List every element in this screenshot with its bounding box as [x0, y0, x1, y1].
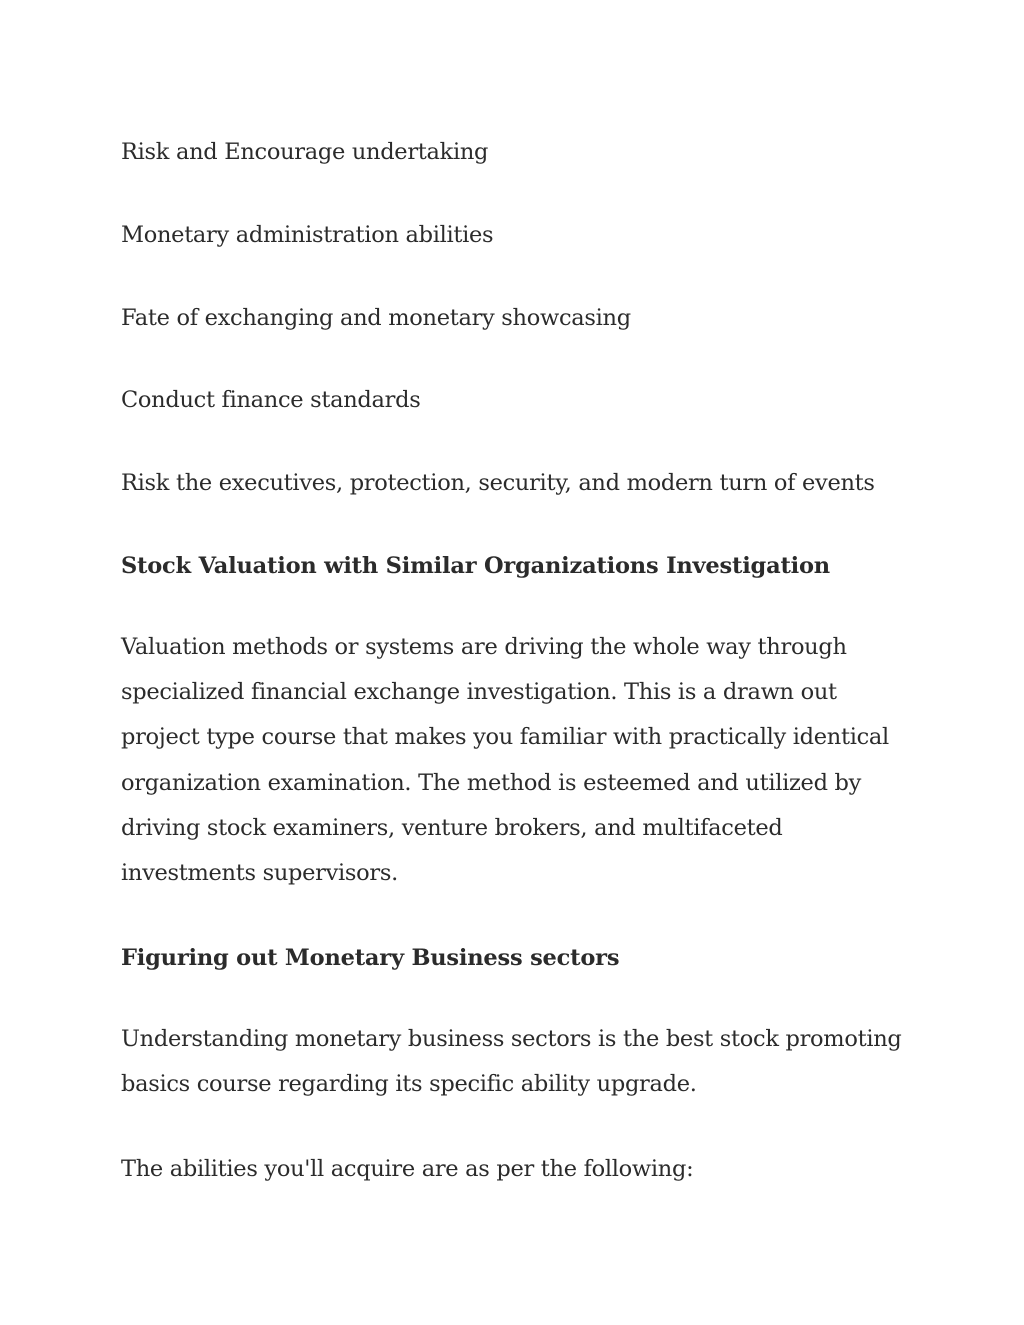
paragraph-line: project type course that makes you familiar with practically identical: [121, 724, 889, 751]
section-paragraph-monetary-sectors: [121, 1017, 911, 1107]
paragraph-line: organization examination. The method is esteemed and utilized by: [121, 769, 862, 796]
list-item: Monetary administration abilities: [121, 222, 494, 248]
paragraph-line: basics course regarding its specific ability upgrade.: [121, 1071, 697, 1098]
section-heading-stock-valuation: Stock Valuation with Similar Organizations Investigation: [121, 553, 830, 579]
paragraph-line: investments supervisors.: [121, 860, 398, 887]
closing-line: The abilities you'll acquire are as per the following:: [121, 1156, 694, 1182]
paragraph-line: Valuation methods or systems are driving the whole way through: [121, 634, 847, 660]
section-heading-monetary-sectors: Figuring out Monetary Business sectors: [121, 945, 620, 971]
list-item: Fate of exchanging and monetary showcasing: [121, 305, 631, 331]
list-item: Risk the executives, protection, security, and modern turn of events: [121, 470, 875, 496]
paragraph-line: specialized financial exchange investigation. This is a drawn out: [121, 679, 837, 706]
section-paragraph-stock-valuation: [121, 625, 911, 896]
list-item: Conduct finance standards: [121, 387, 421, 413]
paragraph-line: driving stock examiners, venture brokers, and multifaceted: [121, 814, 783, 841]
list-item: Risk and Encourage undertaking: [121, 139, 489, 165]
paragraph-line: Understanding monetary business sectors is the best stock promoting: [121, 1026, 902, 1052]
